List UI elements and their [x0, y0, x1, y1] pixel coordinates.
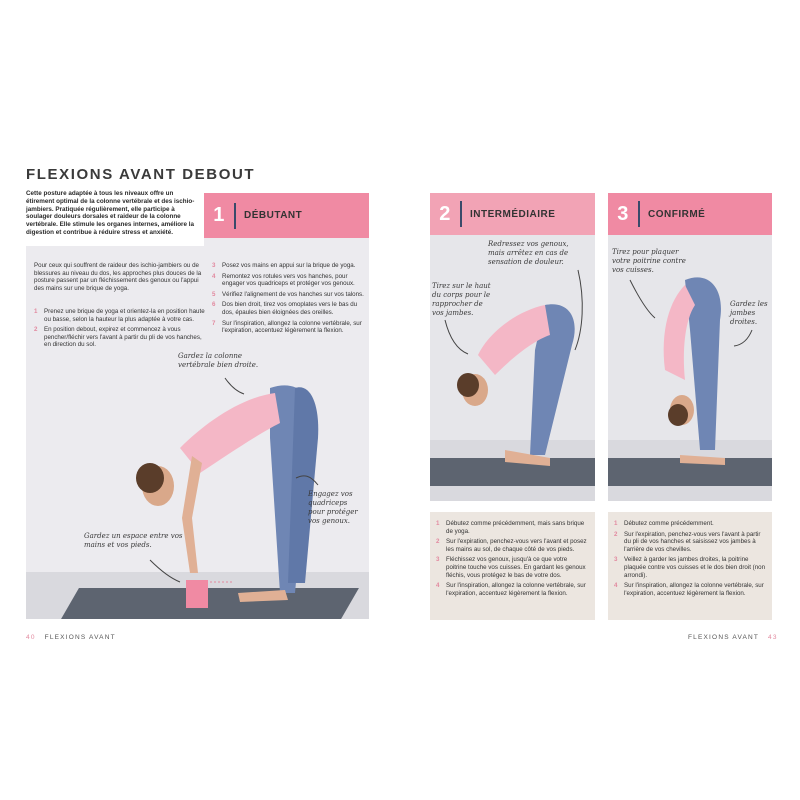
list-item: 3 Veillez à garder les jambes droites, la poitrine plaquée contre vos cuisses et le dos bien droit (non arrondi).	[614, 556, 766, 579]
note-space: Gardez un espace entre vos mains et vos pieds.	[84, 532, 183, 549]
list-item: 2 En position debout, expirez et commencez à vous pencher/fléchir vers l'avant à partir du pli de vos hanches, en direction du sol.	[34, 326, 202, 349]
level-2-number: 2	[439, 202, 451, 225]
list-item: 4 Sur l'inspiration, allongez la colonne vertébrale, sur l'expiration, accentuez légèrement la flexion.	[436, 582, 586, 597]
note-legs: Gardez les jambes droites.	[730, 300, 768, 326]
page-title: FLEXIONS AVANT DEBOUT	[26, 166, 256, 183]
list-item: 1 Débutez comme précédemment.	[614, 520, 714, 527]
list-item: 2 Sur l'expiration, penchez-vous vers l'avant à partir du pli de vos hanches et saisissez vos jambes à l'arrière de vos chevilles.	[614, 530, 761, 553]
list-item: 6 Dos bien droit, tirez vos omoplates vers le bas du dos, épaules bien éloignées des oreilles.	[212, 301, 358, 316]
note-chest-2: Tirez sur le haut du corps pour le rapprocher de vos jambes.	[432, 282, 491, 317]
level-2-label: INTERMÉDIAIRE	[470, 208, 556, 220]
intro-text: Cette posture adaptée à tous les niveaux offre un étirement optimal de la colonne vertébrale et des ischio-jambiers. Pratiquée régulièrement, elle participe à soulager douleurs dorsales et raideur de la colonne vertébrale. Elle stimule les organes internes, améliore la digestion et contribue à réduire stress et anxiété.	[26, 190, 195, 236]
note-quads: Engagez vos quadriceps pour protéger vos genoux.	[308, 490, 358, 525]
beginner-lead: Pour ceux qui souffrent de raideur des ischio-jambiers ou de blessures au niveau du dos, les approches plus douces de la posture passent par un fléchissement des genoux ou l'appui des mains sur une brique de yoga.	[34, 262, 202, 292]
list-item: 5 Vérifiez l'alignement de vos hanches sur vos talons.	[212, 290, 364, 298]
advanced-steps	[608, 512, 772, 620]
list-item: 1 Débutez comme précédemment, mais sans brique de yoga.	[436, 520, 585, 535]
level-3-label: CONFIRMÉ	[648, 208, 706, 220]
page-number-right: 43	[768, 634, 778, 641]
level-3-number: 3	[617, 202, 629, 225]
note-knees: Redressez vos genoux, mais arrêtez en cas de sensation de douleur.	[488, 240, 569, 266]
list-item: 7 Sur l'inspiration, allongez la colonne vertébrale, sur l'expiration, accentuez légèrement la flexion.	[212, 319, 362, 335]
list-item: 3 Fléchissez vos genoux, jusqu'à ce que votre poitrine touche vos cuisses. En gardant les genoux fléchis, vous protégez le bas de votre dos.	[436, 556, 586, 579]
list-item: 2 Sur l'expiration, penchez-vous vers l'avant et posez les mains au sol, de chaque côté de vos pieds.	[436, 538, 587, 553]
page-number-left: 40	[26, 634, 36, 641]
level-1-number: 1	[213, 204, 225, 226]
list-item: 4 Sur l'inspiration, allongez la colonne vertébrale, sur l'expiration, accentuez légèrement la flexion.	[614, 582, 764, 597]
footer-left-label: FLEXIONS AVANT	[44, 634, 116, 641]
footer-right-label: FLEXIONS AVANT	[688, 634, 759, 641]
list-item: 3 Posez vos mains en appui sur la brique de yoga.	[212, 262, 356, 269]
list-item: 4 Remontez vos rotules vers vos hanches, pour engager vos quadriceps et protéger vos genoux.	[212, 272, 355, 288]
footer-right	[688, 634, 778, 641]
note-chest-3: Tirez pour plaquer votre poitrine contre vos cuisses.	[612, 248, 686, 274]
list-item: 1 Prenez une brique de yoga et orientez-la en position haute ou basse, selon la hauteur la plus adaptée à votre cas.	[34, 308, 205, 323]
note-spine: Gardez la colonne vertébrale bien droite.	[178, 352, 259, 369]
level-1-label: DÉBUTANT	[244, 210, 303, 221]
